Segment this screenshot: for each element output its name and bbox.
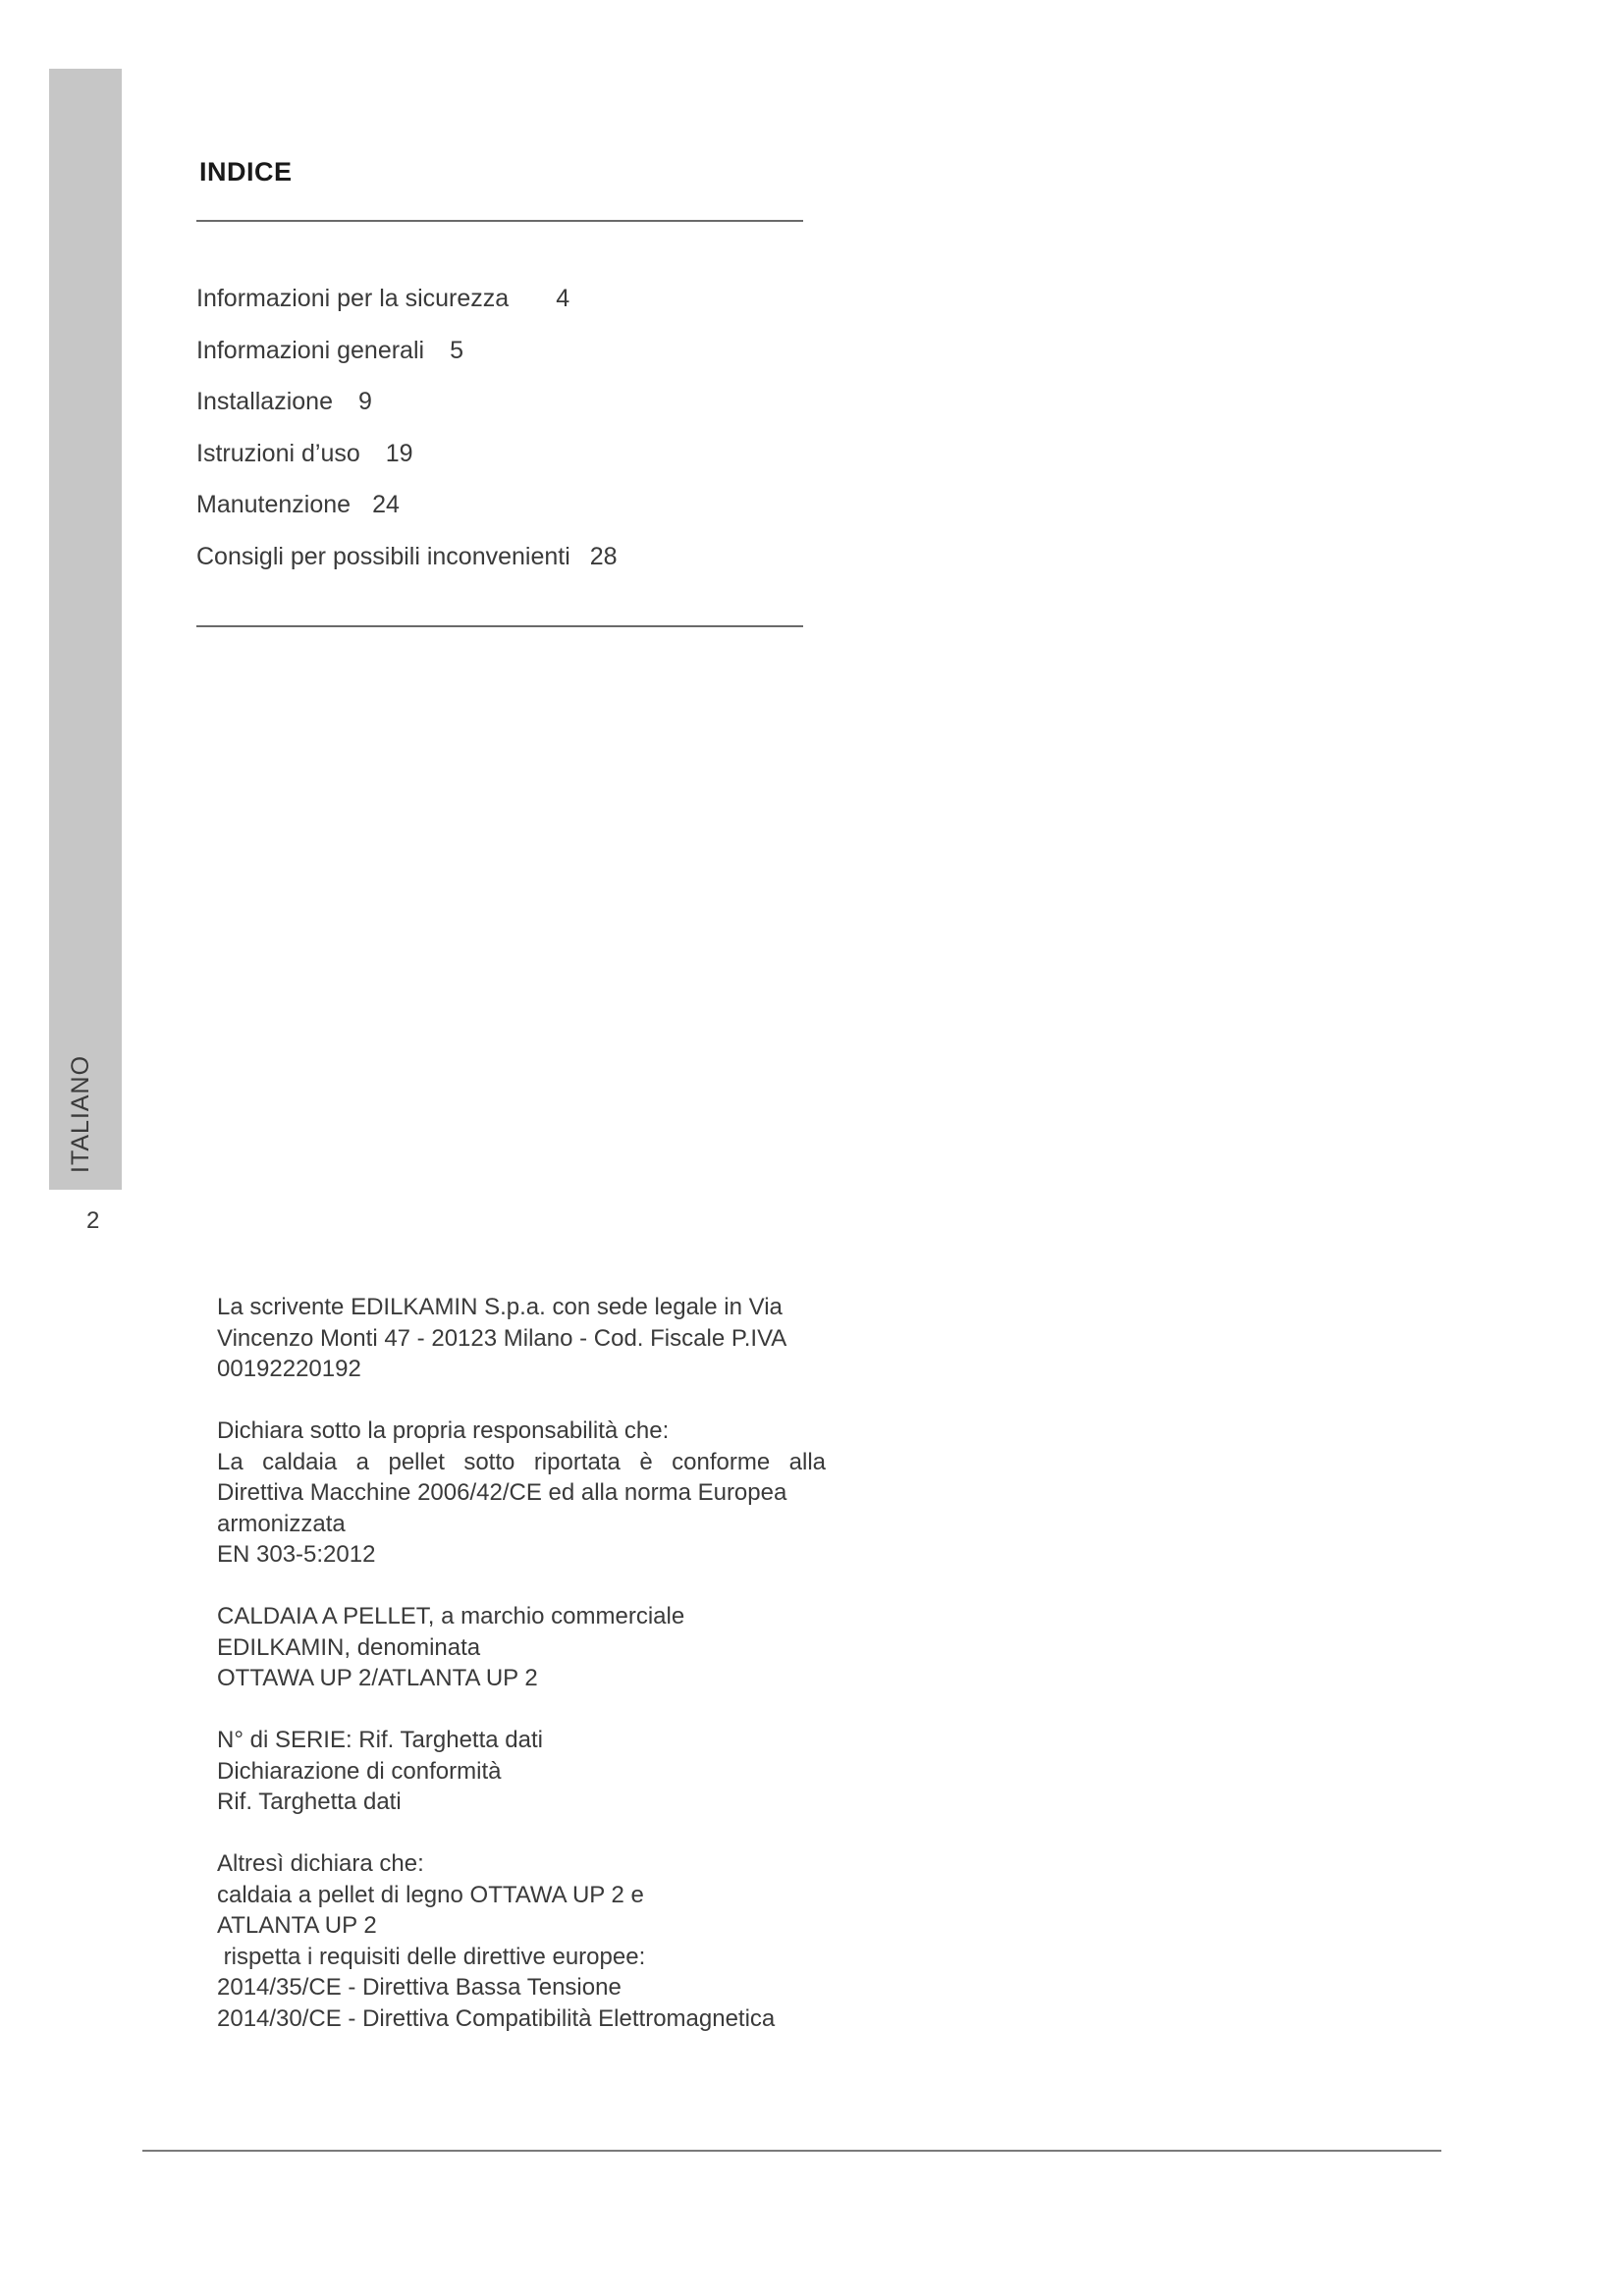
declaration-line: EDILKAMIN, denominata [217,1633,481,1661]
declaration-statement [217,1415,826,1571]
index-top-rule [196,220,803,222]
declaration-line: 2014/35/CE - Direttiva Bassa Tensione [217,1974,622,2001]
declaration-directives [217,1848,826,2034]
toc-item-troubleshooting[interactable] [196,537,825,589]
declaration-line: EN 303-5:2012 [217,1541,376,1568]
toc-item-label: Informazioni generali [196,336,425,364]
declaration-line: Direttiva Macchine 2006/42/CE ed alla norma Europea [217,1479,787,1506]
declaration-line: armonizzata [217,1510,346,1537]
declaration-of-conformity [217,1292,826,2065]
language-label: ITALIANO [67,1054,94,1173]
toc-item-page: 9 [357,388,372,416]
index-title: INDICE [199,157,293,187]
declaration-intro [217,1292,826,1385]
toc-item-page: 5 [450,336,463,364]
toc-item-page: 24 [372,491,400,519]
declaration-line: ATLANTA UP 2 [217,1912,377,1939]
declaration-line: La scrivente EDILKAMIN S.p.a. con sede legale in Via [217,1294,783,1320]
toc-item-safety[interactable] [196,279,825,331]
toc-item-label: Manutenzione [196,491,352,519]
toc-item-page: 4 [556,285,570,312]
toc-item-usage[interactable] [196,434,825,486]
declaration-line: 00192220192 [217,1356,361,1382]
declaration-line: Vincenzo Monti 47 - 20123 Milano - Cod. Fiscale P.IVA [217,1324,787,1352]
table-of-contents [196,279,825,589]
toc-item-label: Consigli per possibili inconvenienti [196,542,570,570]
declaration-line: CALDAIA A PELLET, a marchio commerciale [217,1603,685,1629]
toc-item-label: Istruzioni d’uso [196,439,360,467]
toc-item-page: 19 [385,439,413,467]
declaration-line: 2014/30/CE - Direttiva Compatibilità Elettromagnetica [217,2004,776,2032]
declaration-line: N° di SERIE: Rif. Targhetta dati [217,1727,543,1753]
declaration-line: caldaia a pellet di legno OTTAWA UP 2 e [217,1881,644,1908]
toc-item-label: Installazione [196,388,333,416]
toc-item-maintenance[interactable] [196,485,825,537]
declaration-line: La caldaia a pellet sotto riportata è conforme alla [217,1448,826,1475]
toc-item-installation[interactable] [196,382,825,434]
toc-item-label: Informazioni per la sicurezza [196,285,510,312]
declaration-line: Dichiara sotto la propria responsabilità che: [217,1417,670,1444]
toc-item-page: 28 [589,542,618,570]
toc-item-general-info[interactable] [196,331,825,383]
footer-rule [142,2150,1441,2152]
index-bottom-rule [196,625,803,627]
declaration-product [217,1601,826,1694]
page-number: 2 [86,1207,100,1234]
declaration-line: Dichiarazione di conformità [217,1757,502,1785]
declaration-serial [217,1725,826,1818]
declaration-line: Rif. Targhetta dati [217,1789,402,1815]
declaration-line: Altresì dichiara che: [217,1850,424,1877]
declaration-line: rispetta i requisiti delle direttive europee: [217,1943,646,1970]
declaration-line: OTTAWA UP 2/ATLANTA UP 2 [217,1665,538,1691]
